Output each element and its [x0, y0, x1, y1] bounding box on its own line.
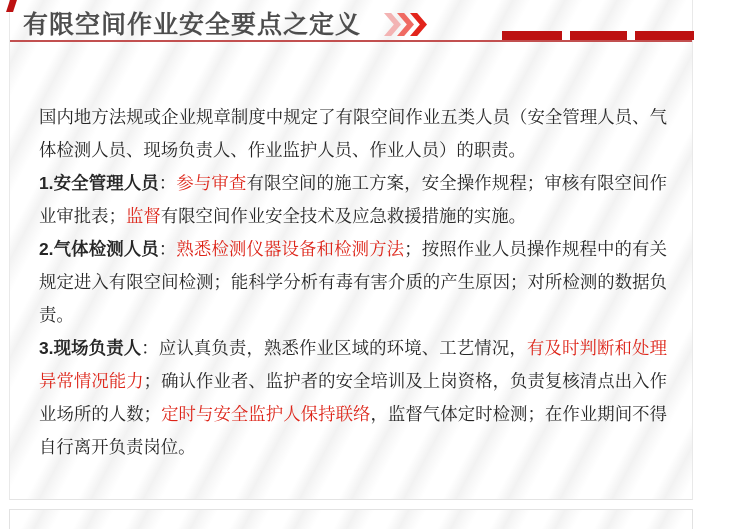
next-slide-top-edge [9, 509, 693, 529]
text-segment-bold: 1.安全管理人员 [39, 173, 159, 193]
chevrons-icon [384, 13, 423, 36]
accent-bar [570, 31, 627, 40]
accent-bars [502, 31, 694, 40]
text-segment-bold: 2.气体检测人员 [39, 239, 159, 259]
title-underline [10, 40, 692, 42]
text-segment-normal: 有限空间作业安全技术及应急救援措施的实施。 [160, 206, 526, 226]
slide-title: 有限空间作业安全要点之定义 [23, 11, 362, 39]
text-segment-red: 有及时判断和处理异常情况能力 [39, 338, 667, 391]
text-segment-normal: ；确认作业者、监护者的安全培训及上岗资格，负责复核清点出入作业场所的人数； [39, 371, 667, 424]
accent-bar [635, 31, 694, 40]
text-segment-normal: ： [158, 173, 177, 193]
text-segment-red: 定时与安全监护人保持联络 [161, 404, 371, 424]
accent-bar [502, 31, 562, 40]
text-segment-red: 熟悉检测仪器设备和检测方法 [176, 239, 405, 259]
text-segment-normal: ：应认真负责，熟悉作业区域的环境、工艺情况， [141, 338, 527, 358]
text-segment-red: 参与审查 [176, 173, 247, 193]
text-segment-normal: 国内地方法规或企业规章制度中规定了有限空间作业五类人员（安全管理人员、气体检测人员、现场负责人、作业监护人员、作业人员）的职责。 [39, 107, 667, 160]
text-segment-bold: 3.现场负责人 [39, 338, 142, 358]
text-segment-normal: 有限空间的施工方案，安全操作规程；审核有限空间作业审批表； [39, 173, 667, 226]
paragraph [39, 332, 667, 464]
paragraph [39, 101, 667, 167]
slide [9, 0, 693, 500]
text-segment-red: 监督 [125, 206, 161, 226]
text-segment-normal: ，监督气体定时检测；在作业期间不得自行离开负责岗位。 [39, 404, 667, 457]
chevron-arrow-icon [384, 13, 401, 36]
corner-accent-icon [6, 0, 17, 12]
paragraph [39, 233, 667, 332]
slide-body [39, 101, 667, 464]
paragraph [39, 167, 667, 233]
text-segment-normal: ；按照作业人员操作规程中的有关规定进入有限空间检测；能科学分析有毒有害介质的产生原因；对所检测的数据负责。 [39, 239, 667, 325]
text-segment-normal: ： [158, 239, 177, 259]
